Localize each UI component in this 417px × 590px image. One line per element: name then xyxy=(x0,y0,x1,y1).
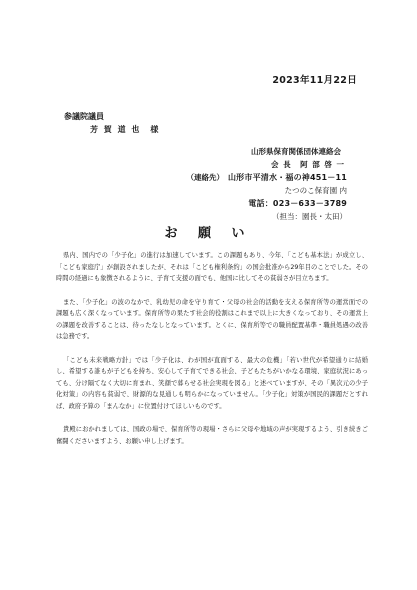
sender-phone: 電話：023－633－3789 xyxy=(248,199,347,208)
sender-organization: 山形県保育関係団体連絡会 xyxy=(251,147,341,156)
body-paragraph-3: 「こども未来戦略方針」では「少子化は、わが国が直面する、最大の危機」「若い世代が希望通りに結婚し、希望する誰もが子どもを持ち、安心して子育てできる社会、子どもたちがいかなる環境、家庭状況にあっても、分け隔てなく大切に育まれ、笑顔で暮らせる社会実現を図る」と述べていますが、その「異次元の少子化対策」の内容も貧弱で、財源的な見通しも明らかになっていません。「少子化」対策が国民的課題だとすれば、政府予算の「まんなか」に位置付けてほしいものです。 xyxy=(56,356,368,410)
sender-contact-org: たつのこ保育園 内 xyxy=(284,186,347,195)
sender-block xyxy=(147,145,347,223)
sender-contact-person: （担当：園長・太田） xyxy=(272,212,347,221)
body-paragraph-1: 県内、国内での「少子化」の進行は加速しています。この課題もあり、今年、「こども基本法」が成立し、「こども家庭庁」が創設されましたが、それは「こども権利条約」の国会批准から29年目のことでした。その時間の経過にも象徴されるように、子育て支援の面でも、他国に比してその貧弱さが目立ちます。 xyxy=(56,252,368,282)
sender-address: 山形市平清水・福の神451－11 xyxy=(227,173,347,182)
sender-president: 会 長 阿 部 啓 一 xyxy=(271,160,345,169)
letter-date: 2023年11月22日 xyxy=(272,75,357,86)
sender-contact-line xyxy=(147,171,347,184)
body-paragraph-4: 貴殿におかれましては、国政の場で、保育所等の現場・さらに父母や地域の声が実現するよう、引き続きご奮闘くださいますよう、お願い申し上げます。 xyxy=(56,426,368,445)
recipient-name: 芳 賀 道 也 様 xyxy=(90,125,160,134)
contact-tag: （連絡先） xyxy=(186,173,224,182)
recipient-role: 参議院議員 xyxy=(64,112,104,121)
letter-body xyxy=(56,250,368,459)
letter-heading: お 願 い xyxy=(164,226,253,241)
body-paragraph-2: また、「少子化」の波のなかで、乳幼児の命を守り育て・父母の社会的活動を支える保育所等の運営面での課題も広く深くなっています。保育所等の果たす社会的役割はこれまで以上に大きくなっており、その運営上の課題を改善することは、待ったなしとなっています。とくに、保育所等での職員配置基準・職員処遇の改善は急務です。 xyxy=(56,298,368,340)
